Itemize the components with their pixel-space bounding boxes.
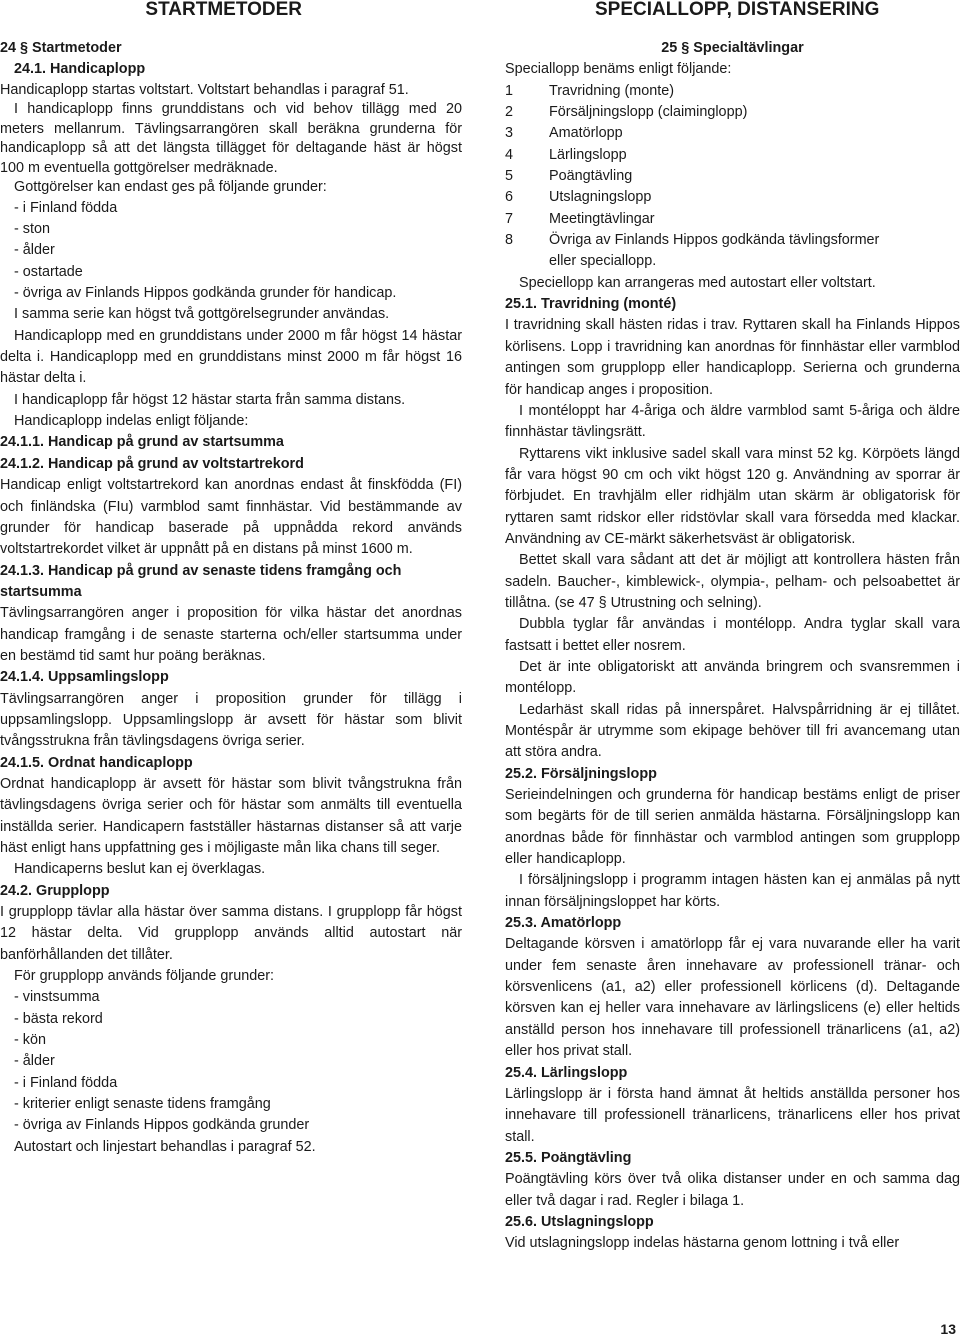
paragraph: Handicaplopp startas voltstart. Voltstart behandlas i paragraf 51. [0, 81, 409, 98]
subsection-heading: 24.1. Handicaplopp [14, 61, 146, 78]
paragraph: I samma serie kan högst två gottgörelsegrunder användas. [14, 306, 390, 323]
list-item [505, 166, 960, 187]
paragraph: För grupplopp används följande grunder: [14, 968, 275, 985]
list-item: - övriga av Finlands Hippos godkända grunder [14, 1117, 310, 1134]
left-column-content [0, 38, 462, 1158]
subsection-heading: 25.3. Amatörlopp [505, 915, 622, 932]
list-number: 2 [505, 104, 514, 121]
subsection-heading: 24.1.4. Uppsamlingslopp [0, 669, 169, 686]
left-column [0, 0, 462, 1158]
paragraph: Deltagande körsven i amatörlopp får ej vara nuvarande eller ha varit under fem senaste åren innehavare av professionell tränar- och körsvenlicens (a1, a2) eller professionell körlicens (d). Deltagande körsven kan ej heller vara innehavare av lärlingslicens (e) eller heltids anställd person hos innehavare till professionell tränarlicens (a1, a2) eller hos privat stall. [505, 936, 960, 1060]
subsection-heading: 24.2. Grupplopp [0, 882, 110, 899]
paragraph: Handicaperns beslut kan ej överklagas. [14, 861, 266, 878]
list-item [505, 102, 960, 123]
paragraph: Tävlingsarrangören anger i proposition grunder för tillägg i uppsamlingslopp. Uppsamlingslopp är avsett för hästar som blivit tvångsstrukna från tävlingsdagens övriga serier. [0, 690, 462, 750]
paragraph: Speciellopp kan arrangeras med autostart eller voltstart. [519, 274, 876, 291]
paragraph: Det är inte obligatoriskt att använda bringrem och svansremmen i montélopp. [505, 658, 960, 697]
subsection-heading: 24.1.2. Handicap på grund av voltstartrekord [0, 455, 304, 472]
list-item: - bästa rekord [14, 1010, 103, 1027]
list-text: Amatörlopp [549, 125, 623, 142]
list-number: 8 [505, 232, 514, 249]
list-text: Utslagningslopp [549, 189, 652, 206]
paragraph: Ordnat handicaplopp är avsett för hästar som blivit tvångstrukna från tävlingsdagens övriga serier och för hästar som anmälts till eventuella inställda serier. Handicapern fastställer hästarnas distanser så att varje häst enligt hans uppfattning ges i möjligaste mån lika chans till seger. [0, 775, 462, 856]
list-item: - kön [14, 1032, 46, 1049]
paragraph: I handicaplopp finns grunddistans och vid behov tillägg med 20 meters mellanrum. Tävlingsarrangören skall beräkna grunderna för handicaplopp så att det längsta tillägget för deltagande häst är högst 100 m eventuella gottgörelser medräknade. [0, 101, 462, 176]
list-number: 5 [505, 168, 514, 185]
list-item [505, 145, 960, 166]
paragraph: I montéloppt har 4-åriga och äldre varmblod samt 5-åriga och äldre finnhästar tävlingsrätt. [505, 402, 960, 441]
list-text: Övriga av Finlands Hippos godkända tävlingsformer [549, 232, 880, 249]
list-text: Meetingtävlingar [549, 210, 655, 227]
subsection-heading: 24.1.1. Handicap på grund av startsumma [0, 434, 284, 451]
list-item: - ostartade [14, 263, 83, 280]
section-heading: 25 § Specialtävlingar [661, 40, 804, 56]
subsection-heading: 25.5. Poängtävling [505, 1149, 632, 1166]
paragraph: Bettet skall vara sådant att det är möjligt att kontrollera hästen från sadeln. Baucher-, kimblewick-, olympia-, pelham- och pelsoabettet är tillåtna. (se 47 § Utrustning och selning). [505, 552, 960, 611]
paragraph: Poängtävling körs över två olika distanser under en och samma dag eller två dagar i rad. Regler i bilaga 1. [505, 1171, 960, 1209]
subsection-heading: 25.6. Utslagningslopp [505, 1213, 654, 1230]
list-item [505, 123, 960, 144]
paragraph: Vid utslagningslopp indelas hästarna genom lottning i två eller [505, 1235, 900, 1252]
list-item: - ålder [14, 242, 55, 259]
list-item: - i Finland födda [14, 199, 118, 216]
paragraph: Autostart och linjestart behandlas i paragraf 52. [14, 1138, 316, 1155]
list-text: Travridning (monte) [549, 82, 675, 99]
list-item: - i Finland födda [14, 1074, 118, 1091]
paragraph: Ledarhäst skall ridas på innerspåret. Halvspårridning är ej tillåtet. Montéspår är utrymme som ekipage behöver till fri avancemang utan att störa andra. [505, 701, 960, 761]
paragraph: Ryttarens vikt inklusive sadel skall vara minst 52 kg. Körpöets längd får vara högst 90 cm och vikt högst 120 g. Användning av sporrar är förbjudet. En travhjälm eller ridhjälm utan skärm är obligatorisk för ryttaren samt ridskor eller ridstövlar skall vara försedda med klackar. Användning av CE-märkt säkerhetsväst är obligatorisk. [505, 445, 960, 547]
right-column-content [505, 38, 960, 1255]
list-number: 3 [505, 125, 514, 142]
list-number: 4 [505, 146, 514, 163]
list-number: 1 [505, 82, 514, 99]
list-text: Poängtävling [549, 168, 633, 185]
list-text: Försäljningslopp (claiminglopp) [549, 104, 748, 121]
list-item [505, 230, 960, 251]
right-column-header: SPECIALLOPP, DISTANSERING [595, 0, 880, 20]
list-item [505, 209, 960, 230]
list-item: - ston [14, 221, 50, 238]
list-item [505, 187, 960, 208]
left-column-header: STARTMETODER [145, 0, 302, 20]
paragraph: I travridning skall hästen ridas i trav. Ryttaren skall ha Finlands Hippos körlisens. Lopp i travridning kan anordnas för finnhästar eller varmblod antingen som grupplopp eller handicaplopp. Serierna och grunderna för handicap anges i proposition. [505, 317, 960, 398]
paragraph: Handicaplopp med en grunddistans under 2000 m får högst 14 hästar delta i. Handicaplopp med en grunddistans minst 2000 m får högst 16 hästar delta i. [0, 327, 462, 387]
list-number: 7 [505, 210, 514, 227]
subsection-heading: 24.1.3. Handicap på grund av senaste tidens framgång och startsumma [0, 562, 402, 600]
list-number: 6 [505, 189, 514, 206]
subsection-heading: 25.2. Försäljningslopp [505, 765, 657, 782]
paragraph: Speciallopp benäms enligt följande: [505, 61, 732, 78]
paragraph: Handicaplopp indelas enligt följande: [14, 413, 249, 430]
list-item: - övriga av Finlands Hippos godkända grunder för handicap. [14, 285, 397, 302]
list-item: - ålder [14, 1053, 55, 1070]
paragraph: I försäljningslopp i programm intagen hästen kan ej anmälas på nytt innan försäljningsloppet har körts. [505, 872, 960, 910]
page-number: 13 [940, 1321, 956, 1337]
subsection-heading: 25.1. Travridning (monté) [505, 296, 677, 313]
list-item: - kriterier enligt senaste tidens framgång [14, 1096, 271, 1113]
paragraph: Serieindelningen och grunderna för handicap bestäms enligt de priser som begärts för de till serien anmälda hästarna. Försäljningslopp kan anordnas både för finnhästar och varmblod antingen som grupplopp eller handicaplopp. [505, 787, 960, 868]
paragraph: Handicap enligt voltstartrekord kan anordnas endast åt finskfödda (FI) och finländska (FIu) varmblod samt finnhästar. Vid bestämmande av grunder för handicap baserade på uppnådda rekord används voltstartrekordet vilket är uppnått på en distans på minst 1600 m. [0, 477, 462, 558]
paragraph: I handicaplopp får högst 12 hästar starta från samma distans. [14, 391, 406, 408]
list-item: - vinstsumma [14, 989, 100, 1006]
list-item [505, 81, 960, 102]
paragraph: Lärlingslopp är i första hand ämnat åt heltids anställda personer hos innehavare till professionell tränarlicens, tränarlicens eller hos privat stall. [505, 1085, 960, 1145]
right-column [505, 0, 960, 1255]
subsection-heading: 25.4. Lärlingslopp [505, 1064, 628, 1081]
paragraph: Tävlingsarrangören anger i proposition för vilka hästar det anordnas handicap framgång i de senaste starterna och/eller startsumma under en bestämd tid samt hur poäng beräknas. [0, 605, 462, 664]
paragraph: I grupplopp tävlar alla hästar över samma distans. I grupplopp får högst 12 hästar delta. Vid grupplopp används alltid autostart när banförhållanden det tillåter. [0, 904, 462, 963]
list-item-continuation: eller speciallopp. [549, 253, 657, 270]
section-heading: 24 § Startmetoder [0, 40, 122, 56]
subsection-heading: 24.1.5. Ordnat handicaplopp [0, 754, 193, 771]
paragraph: Dubbla tyglar får användas i montélopp. Andra tyglar skall vara fastsatt i bettet eller nosrem. [505, 616, 960, 654]
paragraph: Gottgörelser kan endast ges på följande grunder: [14, 179, 327, 196]
list-text: Lärlingslopp [549, 146, 627, 163]
